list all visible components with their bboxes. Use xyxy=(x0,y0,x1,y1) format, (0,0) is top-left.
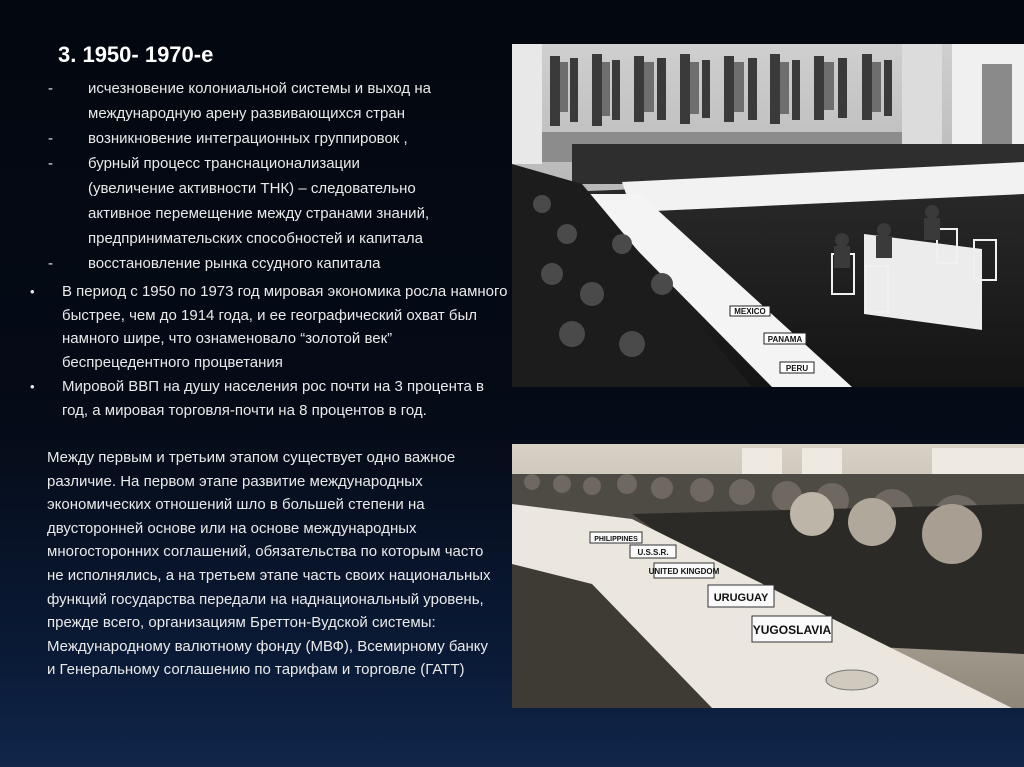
dash-item xyxy=(48,126,488,151)
conference-hall-photo xyxy=(512,44,1024,387)
delegates-photo xyxy=(512,444,1024,708)
dash-line: предпринимательских способностей и капитала xyxy=(88,230,423,247)
placard-label: PERU xyxy=(785,364,809,373)
dash-item xyxy=(48,76,488,126)
placard-label: URUGUAY xyxy=(713,592,769,604)
dash-line: активное перемещение между странами знаний, xyxy=(88,205,430,222)
bullet-item xyxy=(28,375,508,422)
bullet-marker: • xyxy=(30,379,35,394)
bullet-list xyxy=(28,280,508,423)
body-paragraph: Между первым и третьим этапом существует одно важное различие. На первом этапе развитие международных экономических отношений шло в большей степени на двусторонней основе или на основе международных многосторонних соглашений, обязательства по которым часто не исполнялись, а на третьем этапе часть своих национальных функций государства передали на наднациональный уровень, прежде всего, организациям Бреттон-Вудской системы: Международному валютному фонду (МВФ), Всемирному банку и Генеральному соглашению по тарифам и торговле (ГАТТ) xyxy=(47,449,491,679)
dash-line: (увеличение активности ТНК) – следовательно xyxy=(88,180,416,197)
bullet-item xyxy=(28,280,508,374)
placard-label: PANAMA xyxy=(767,335,803,344)
dash-marker: - xyxy=(48,130,53,147)
placard-label: UNITED KINGDOM xyxy=(648,567,720,576)
bullet-marker: • xyxy=(30,284,35,299)
dash-marker: - xyxy=(48,255,53,272)
dash-marker: - xyxy=(48,80,53,97)
placard-label: U.S.S.R. xyxy=(637,548,669,557)
bullet-text: Мировой ВВП на душу населения рос почти на 3 процента в год, а мировая торговля-почти на 8 процентов в год. xyxy=(62,378,485,419)
bullet-text: В период с 1950 по 1973 год мировая экономика росла намного быстрее, чем до 1914 года, и ее географический охват был намного шире, что ознаменовало “золотой век” беспрецедентного процветания xyxy=(62,283,508,371)
dash-marker: - xyxy=(48,155,53,172)
placard-label: YUGOSLAVIA xyxy=(752,623,832,637)
dash-line: восстановление рынка ссудного капитала xyxy=(88,255,381,272)
placard-label: MEXICO xyxy=(734,307,766,316)
placard-label: PHILIPPINES xyxy=(594,536,638,543)
dash-item xyxy=(48,151,488,251)
dash-line: возникновение интеграционных группировок , xyxy=(88,130,408,147)
slide-title: 3. 1950- 1970-е xyxy=(58,42,214,67)
dash-list xyxy=(48,76,488,276)
dash-item xyxy=(48,251,488,276)
dash-line: исчезновение колониальной системы и выход на xyxy=(88,80,431,97)
dash-line: бурный процесс транснационализации xyxy=(88,155,360,172)
dash-line: международную арену развивающихся стран xyxy=(88,105,405,122)
